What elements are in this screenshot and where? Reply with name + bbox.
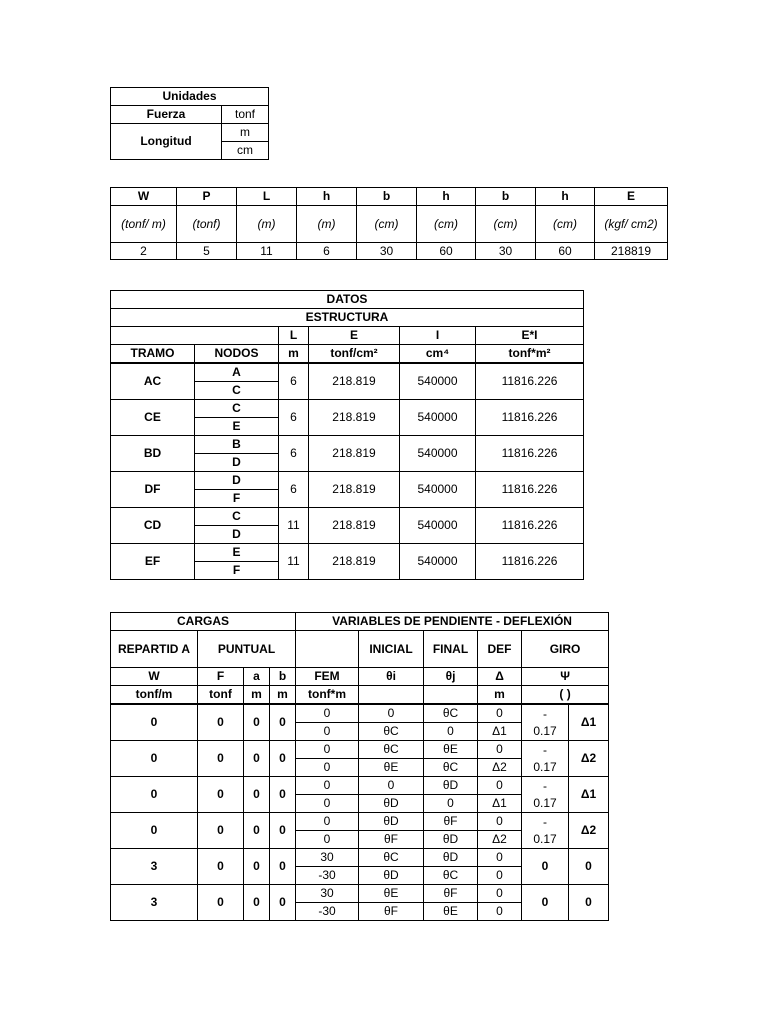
unit-E: tonf/cm²	[309, 345, 400, 363]
table-row	[111, 400, 584, 418]
a-cell: 0	[244, 741, 270, 777]
delta-cell: 0	[478, 813, 522, 831]
psi-value-cell: 0.17	[522, 795, 569, 813]
ei-cell: 11816.226	[476, 400, 584, 436]
giro-label: GIRO	[522, 631, 609, 668]
inertia-cell: 540000	[400, 508, 476, 544]
w-cell: 0	[111, 741, 198, 777]
col-head-nodos: NODOS	[195, 345, 279, 363]
unit-a: m	[244, 686, 270, 704]
theta-j-cell: θD	[424, 777, 478, 795]
unit-w: tonf/m	[111, 686, 198, 704]
final-label: FINAL	[424, 631, 478, 668]
unit-EI: tonf*m²	[476, 345, 584, 363]
f-cell: 0	[198, 849, 244, 885]
nodo-cell: C	[195, 400, 279, 418]
fem-cell: 0	[296, 831, 359, 849]
theta-j-cell: θE	[424, 903, 478, 921]
unit-fem: tonf*m	[296, 686, 359, 704]
delta-cell: 0	[478, 885, 522, 903]
param-header: P	[177, 188, 237, 206]
inertia-cell: 540000	[400, 364, 476, 400]
unit-tj	[424, 686, 478, 704]
theta-i-cell: θC	[359, 741, 424, 759]
fem-cell: -30	[296, 903, 359, 921]
cargas-title: CARGAS	[111, 613, 296, 631]
param-value: 218819	[595, 243, 668, 260]
longitud-unit-m: m	[222, 124, 269, 142]
theta-j-cell: θD	[424, 831, 478, 849]
ei-cell: 11816.226	[476, 508, 584, 544]
fem-cell: 0	[296, 813, 359, 831]
longitud-unit-cm: cm	[222, 142, 269, 160]
theta-i-cell: θC	[359, 723, 424, 741]
param-header: h	[417, 188, 476, 206]
f-cell: 0	[198, 741, 244, 777]
param-value: 5	[177, 243, 237, 260]
tramo-cell: DF	[111, 472, 195, 508]
table-row	[111, 364, 584, 382]
fuerza-label: Fuerza	[111, 106, 222, 124]
f-cell: 0	[198, 813, 244, 849]
psi-sign-cell: -	[522, 813, 569, 831]
nodo-cell: F	[195, 562, 279, 580]
param-value: 30	[476, 243, 536, 260]
delta-cell: Δ2	[478, 831, 522, 849]
table-row	[111, 508, 584, 526]
psi-delta-cell: Δ1	[569, 777, 609, 813]
sym-b: b	[270, 668, 296, 686]
theta-j-cell: θD	[424, 849, 478, 867]
modulus-cell: 218.819	[309, 436, 400, 472]
fem-cell: 0	[296, 723, 359, 741]
nodo-cell: D	[195, 454, 279, 472]
sym-psi: Ψ	[522, 668, 609, 686]
theta-j-cell: θE	[424, 741, 478, 759]
puntual-label: PUNTUAL	[198, 631, 296, 668]
psi-value-cell: 0.17	[522, 759, 569, 777]
table-row	[111, 544, 584, 562]
theta-i-cell: 0	[359, 777, 424, 795]
nodo-cell: D	[195, 526, 279, 544]
modulus-cell: 218.819	[309, 364, 400, 400]
psi-delta-cell: Δ2	[569, 741, 609, 777]
theta-i-cell: θC	[359, 849, 424, 867]
estructura-title: ESTRUCTURA	[111, 309, 584, 327]
unit-ti	[359, 686, 424, 704]
theta-j-cell: 0	[424, 723, 478, 741]
param-unit: (cm)	[536, 206, 595, 243]
datos-blank	[111, 327, 279, 345]
param-unit: (kgf/ cm2)	[595, 206, 668, 243]
w-cell: 3	[111, 849, 198, 885]
datos-title: DATOS	[111, 291, 584, 309]
delta-cell: Δ1	[478, 795, 522, 813]
theta-i-cell: θE	[359, 885, 424, 903]
unit-delta: m	[478, 686, 522, 704]
delta-cell: Δ1	[478, 723, 522, 741]
inertia-cell: 540000	[400, 436, 476, 472]
nodo-cell: F	[195, 490, 279, 508]
a-cell: 0	[244, 885, 270, 921]
param-value: 11	[237, 243, 297, 260]
param-value: 60	[417, 243, 476, 260]
theta-i-cell: θD	[359, 867, 424, 885]
delta-cell: 0	[478, 903, 522, 921]
psi-delta-cell: Δ2	[569, 813, 609, 849]
param-unit: (cm)	[476, 206, 536, 243]
theta-i-cell: 0	[359, 705, 424, 723]
psi-delta-cell: 0	[569, 885, 609, 921]
b-cell: 0	[270, 777, 296, 813]
col-head-E: E	[309, 327, 400, 345]
ei-cell: 11816.226	[476, 436, 584, 472]
psi-delta-cell: Δ1	[569, 705, 609, 741]
psi-sign-cell: -	[522, 777, 569, 795]
length-cell: 6	[279, 436, 309, 472]
inertia-cell: 540000	[400, 472, 476, 508]
b-cell: 0	[270, 885, 296, 921]
table-row	[111, 472, 584, 490]
sym-a: a	[244, 668, 270, 686]
f-cell: 0	[198, 777, 244, 813]
repartida-label: REPARTID A	[111, 631, 198, 668]
delta-cell: 0	[478, 741, 522, 759]
fem-cell: 0	[296, 777, 359, 795]
psi-sign-cell: -	[522, 741, 569, 759]
param-header: h	[297, 188, 357, 206]
unit-I: cm⁴	[400, 345, 476, 363]
nodo-cell: D	[195, 472, 279, 490]
unit-L: m	[279, 345, 309, 363]
length-cell: 11	[279, 544, 309, 580]
delta-cell: 0	[478, 777, 522, 795]
param-unit: (cm)	[417, 206, 476, 243]
table-row	[111, 436, 584, 454]
units-title: Unidades	[111, 88, 269, 106]
nodo-cell: A	[195, 364, 279, 382]
a-cell: 0	[244, 705, 270, 741]
col-head-I: I	[400, 327, 476, 345]
datos-table	[110, 290, 584, 363]
param-value: 60	[536, 243, 595, 260]
psi-sign-cell: -	[522, 705, 569, 723]
fem-cell: 0	[296, 795, 359, 813]
nodo-cell: C	[195, 382, 279, 400]
delta-cell: 0	[478, 849, 522, 867]
length-cell: 6	[279, 400, 309, 436]
a-cell: 0	[244, 813, 270, 849]
param-unit: (m)	[237, 206, 297, 243]
theta-i-cell: θF	[359, 903, 424, 921]
length-cell: 6	[279, 472, 309, 508]
param-header: h	[536, 188, 595, 206]
tramo-cell: CE	[111, 400, 195, 436]
sym-theta-j: θj	[424, 668, 478, 686]
b-cell: 0	[270, 705, 296, 741]
nodo-cell: B	[195, 436, 279, 454]
w-cell: 0	[111, 813, 198, 849]
def-label: DEF	[478, 631, 522, 668]
w-cell: 0	[111, 705, 198, 741]
sym-theta-i: θi	[359, 668, 424, 686]
b-cell: 0	[270, 813, 296, 849]
fuerza-unit: tonf	[222, 106, 269, 124]
delta-cell: 0	[478, 867, 522, 885]
inertia-cell: 540000	[400, 544, 476, 580]
ei-cell: 11816.226	[476, 544, 584, 580]
col-head-tramo: TRAMO	[111, 345, 195, 363]
delta-cell: Δ2	[478, 759, 522, 777]
theta-i-cell: θD	[359, 813, 424, 831]
b-cell: 0	[270, 849, 296, 885]
unit-f: tonf	[198, 686, 244, 704]
modulus-cell: 218.819	[309, 472, 400, 508]
table-row	[111, 705, 609, 723]
theta-j-cell: θF	[424, 885, 478, 903]
length-cell: 6	[279, 364, 309, 400]
modulus-cell: 218.819	[309, 544, 400, 580]
psi-cell: 0	[522, 885, 569, 921]
theta-j-cell: θC	[424, 759, 478, 777]
fem-cell: 0	[296, 759, 359, 777]
variables-title: VARIABLES DE PENDIENTE - DEFLEXIÓN	[296, 613, 609, 631]
theta-j-cell: θF	[424, 813, 478, 831]
param-unit: (m)	[297, 206, 357, 243]
sym-W: W	[111, 668, 198, 686]
cargas-table	[110, 612, 609, 704]
param-header: b	[357, 188, 417, 206]
psi-delta-cell: 0	[569, 849, 609, 885]
table-row	[111, 813, 609, 831]
tramo-cell: BD	[111, 436, 195, 472]
w-cell: 3	[111, 885, 198, 921]
f-cell: 0	[198, 705, 244, 741]
delta-cell: 0	[478, 705, 522, 723]
fem-cell: 30	[296, 885, 359, 903]
ei-cell: 11816.226	[476, 472, 584, 508]
param-value: 2	[111, 243, 177, 260]
theta-i-cell: θF	[359, 831, 424, 849]
theta-j-cell: 0	[424, 795, 478, 813]
param-header: E	[595, 188, 668, 206]
tramo-cell: AC	[111, 364, 195, 400]
a-cell: 0	[244, 849, 270, 885]
table-row	[111, 741, 609, 759]
psi-value-cell: 0.17	[522, 723, 569, 741]
inicial-label: INICIAL	[359, 631, 424, 668]
nodo-cell: C	[195, 508, 279, 526]
fem-cell: -30	[296, 867, 359, 885]
psi-cell: 0	[522, 849, 569, 885]
param-value: 6	[297, 243, 357, 260]
col-head-EI: E*I	[476, 327, 584, 345]
cargas-rows	[110, 704, 609, 921]
modulus-cell: 218.819	[309, 400, 400, 436]
unit-b: m	[270, 686, 296, 704]
w-cell: 0	[111, 777, 198, 813]
b-cell: 0	[270, 741, 296, 777]
param-unit: (cm)	[357, 206, 417, 243]
param-unit: (tonf)	[177, 206, 237, 243]
a-cell: 0	[244, 777, 270, 813]
param-unit: (tonf/ m)	[111, 206, 177, 243]
nodo-cell: E	[195, 418, 279, 436]
sym-delta: Δ	[478, 668, 522, 686]
param-header: b	[476, 188, 536, 206]
nodo-cell: E	[195, 544, 279, 562]
sym-FEM: FEM	[296, 668, 359, 686]
theta-j-cell: θC	[424, 705, 478, 723]
theta-i-cell: θD	[359, 795, 424, 813]
tramo-cell: CD	[111, 508, 195, 544]
longitud-label: Longitud	[111, 124, 222, 160]
length-cell: 11	[279, 508, 309, 544]
param-value: 30	[357, 243, 417, 260]
sym-F: F	[198, 668, 244, 686]
theta-i-cell: θE	[359, 759, 424, 777]
param-header: L	[237, 188, 297, 206]
fem-blank	[296, 631, 359, 668]
inertia-cell: 540000	[400, 400, 476, 436]
table-row	[111, 885, 609, 903]
theta-j-cell: θC	[424, 867, 478, 885]
tramo-cell: EF	[111, 544, 195, 580]
table-row	[111, 849, 609, 867]
f-cell: 0	[198, 885, 244, 921]
unit-psi: ( )	[522, 686, 609, 704]
modulus-cell: 218.819	[309, 508, 400, 544]
psi-value-cell: 0.17	[522, 831, 569, 849]
datos-rows	[110, 363, 584, 580]
params-table	[110, 187, 668, 260]
fem-cell: 0	[296, 741, 359, 759]
col-head-L: L	[279, 327, 309, 345]
fem-cell: 30	[296, 849, 359, 867]
units-table	[110, 87, 269, 160]
ei-cell: 11816.226	[476, 364, 584, 400]
param-header: W	[111, 188, 177, 206]
fem-cell: 0	[296, 705, 359, 723]
table-row	[111, 777, 609, 795]
